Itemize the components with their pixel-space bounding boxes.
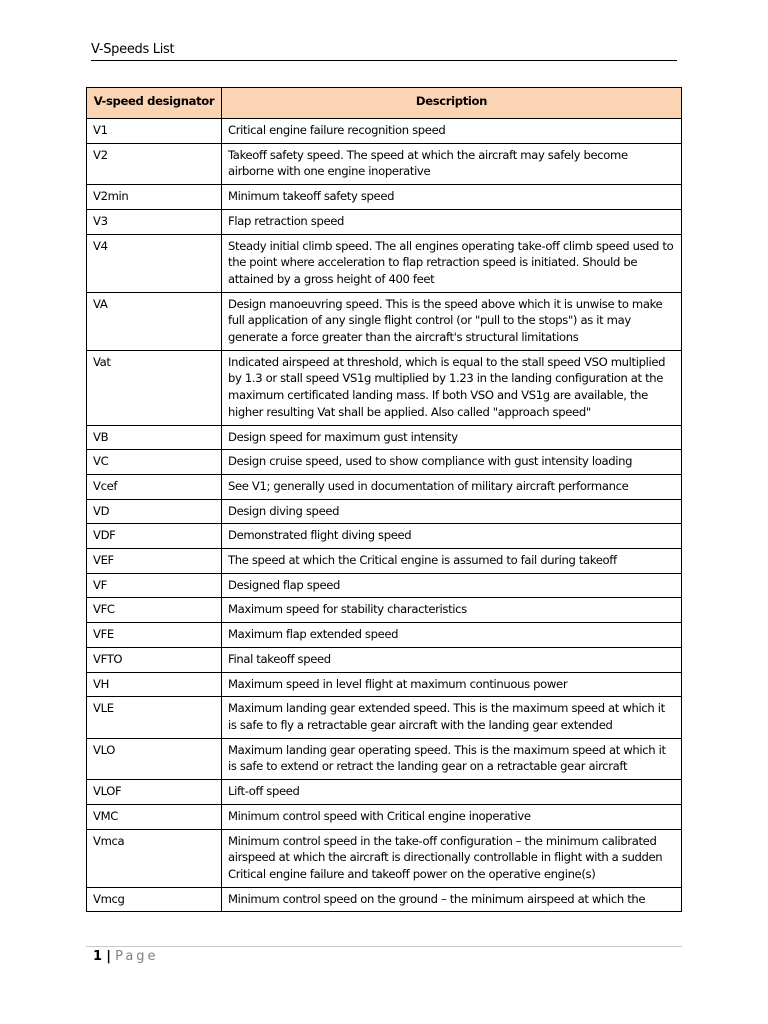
description-cell: Maximum speed for stability characteristics — [222, 598, 682, 623]
description-cell: Minimum control speed in the take-off configuration – the minimum calibrated airspeed at which the aircraft is directionally controllable in flight with a sudden Critical engine failure and takeoff power on the operative engine(s) — [222, 829, 682, 887]
description-cell: Minimum control speed on the ground – the minimum airspeed at which the — [222, 887, 682, 912]
description-cell: The speed at which the Critical engine is assumed to fail during takeoff — [222, 549, 682, 574]
table-row — [87, 780, 682, 805]
designator-cell: Vcef — [87, 474, 222, 499]
description-cell: Maximum landing gear extended speed. This is the maximum speed at which it is safe to fly a retractable gear aircraft with the landing gear extended — [222, 697, 682, 738]
table-row — [87, 549, 682, 574]
description-cell: Steady initial climb speed. The all engines operating take-off climb speed used to the point where acceleration to flap retraction speed is initiated. Should be attained by a gross height of 400 feet — [222, 234, 682, 292]
table-row — [87, 804, 682, 829]
table-row — [87, 450, 682, 475]
description-cell: Flap retraction speed — [222, 209, 682, 234]
table-row — [87, 143, 682, 184]
table-row — [87, 524, 682, 549]
column-header-description: Description — [222, 88, 682, 119]
page-separator: | — [106, 949, 111, 964]
document-title: V-Speeds List — [91, 42, 175, 57]
page-footer — [86, 946, 682, 967]
table-row — [87, 623, 682, 648]
page-header — [91, 42, 677, 61]
table-row — [87, 185, 682, 210]
description-cell: Maximum landing gear operating speed. This is the maximum speed at which it is safe to extend or retract the landing gear on a retractable gear aircraft — [222, 738, 682, 779]
table-row — [87, 887, 682, 912]
description-cell: Maximum speed in level flight at maximum continuous power — [222, 672, 682, 697]
description-cell: Minimum takeoff safety speed — [222, 185, 682, 210]
table-row — [87, 573, 682, 598]
designator-cell: VMC — [87, 804, 222, 829]
designator-cell: V2 — [87, 143, 222, 184]
table-row — [87, 738, 682, 779]
description-cell: Lift-off speed — [222, 780, 682, 805]
designator-cell: Vmcg — [87, 887, 222, 912]
description-cell: Minimum control speed with Critical engine inoperative — [222, 804, 682, 829]
table-row — [87, 119, 682, 144]
description-cell: Maximum flap extended speed — [222, 623, 682, 648]
table-row — [87, 499, 682, 524]
v-speeds-table — [86, 87, 682, 912]
table-body — [87, 119, 682, 912]
description-cell: Demonstrated flight diving speed — [222, 524, 682, 549]
designator-cell: VH — [87, 672, 222, 697]
designator-cell: V4 — [87, 234, 222, 292]
table-row — [87, 234, 682, 292]
description-cell: Design speed for maximum gust intensity — [222, 425, 682, 450]
table-row — [87, 350, 682, 425]
designator-cell: VC — [87, 450, 222, 475]
designator-cell: V1 — [87, 119, 222, 144]
designator-cell: Vat — [87, 350, 222, 425]
designator-cell: VB — [87, 425, 222, 450]
description-cell: Design manoeuvring speed. This is the speed above which it is unwise to make full application of any single flight control (or "pull to the stops") as it may generate a force greater than the aircraft's structural limitations — [222, 292, 682, 350]
description-cell: Critical engine failure recognition speed — [222, 119, 682, 144]
designator-cell: V2min — [87, 185, 222, 210]
table-row — [87, 829, 682, 887]
designator-cell: VLE — [87, 697, 222, 738]
description-cell: Takeoff safety speed. The speed at which the aircraft may safely become airborne with one engine inoperative — [222, 143, 682, 184]
column-header-designator: V-speed designator — [87, 88, 222, 119]
designator-cell: VDF — [87, 524, 222, 549]
designator-cell: VFE — [87, 623, 222, 648]
designator-cell: VEF — [87, 549, 222, 574]
designator-cell: VA — [87, 292, 222, 350]
table-row — [87, 647, 682, 672]
designator-cell: Vmca — [87, 829, 222, 887]
description-cell: Design diving speed — [222, 499, 682, 524]
table-row — [87, 292, 682, 350]
page-indicator — [93, 949, 159, 964]
table-row — [87, 598, 682, 623]
table-row — [87, 474, 682, 499]
table-header-row — [87, 88, 682, 119]
table-row — [87, 425, 682, 450]
page-number: 1 — [93, 949, 103, 964]
designator-cell: VFC — [87, 598, 222, 623]
description-cell: Indicated airspeed at threshold, which is equal to the stall speed VSO multiplied by 1.3 or stall speed VS1g multiplied by 1.23 in the landing configuration at the maximum certificated landing mass. If both VSO and VS1g are available, the higher resulting Vat shall be applied. Also called "approach speed" — [222, 350, 682, 425]
table-row — [87, 209, 682, 234]
description-cell: Design cruise speed, used to show compliance with gust intensity loading — [222, 450, 682, 475]
designator-cell: VF — [87, 573, 222, 598]
description-cell: Final takeoff speed — [222, 647, 682, 672]
designator-cell: VLO — [87, 738, 222, 779]
designator-cell: V3 — [87, 209, 222, 234]
page-label: Page — [115, 949, 159, 964]
designator-cell: VD — [87, 499, 222, 524]
description-cell: See V1; generally used in documentation of military aircraft performance — [222, 474, 682, 499]
designator-cell: VLOF — [87, 780, 222, 805]
table-row — [87, 672, 682, 697]
description-cell: Designed flap speed — [222, 573, 682, 598]
designator-cell: VFTO — [87, 647, 222, 672]
table-row — [87, 697, 682, 738]
